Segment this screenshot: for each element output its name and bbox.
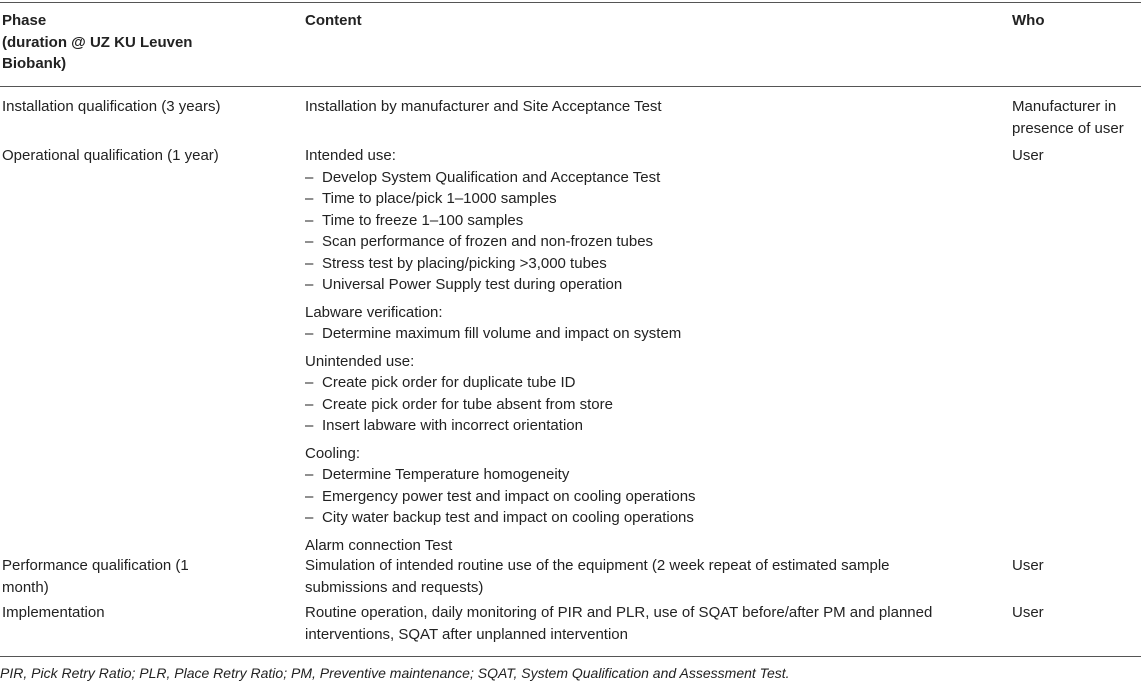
row-content: Simulation of intended routine use of the equipment (2 week repeat of estimated sample submissions and requests) [305,557,890,596]
bullet-dash: – [305,168,314,186]
bullet-dash: – [305,233,314,250]
content-group [305,351,985,437]
bullet-dash: – [305,487,314,505]
bullet-dash: – [305,417,314,434]
row-content: Installation by manufacturer and Site Acceptance Test [305,98,662,115]
content-group [305,145,985,296]
content-bullet-item [305,323,985,345]
content-bullet-item [305,167,985,189]
bullet-text: Emergency power test and impact on cooling operations [322,487,696,505]
bullet-dash: – [305,190,314,207]
table-bottom-rule [0,656,1141,657]
header-content: Content [305,12,362,29]
row-who: User [1012,604,1044,621]
bullet-text: Develop System Qualification and Acceptance Test [322,168,661,186]
bullet-text: Universal Power Supply test during operation [322,276,623,293]
content-bullet-item [305,507,985,529]
content-group-title: Cooling: [305,444,361,462]
row-phase: Installation qualification (3 years) [2,98,221,115]
bullet-text: Create pick order for duplicate tube ID [322,374,576,391]
bullet-text: Time to freeze 1–100 samples [322,211,524,229]
content-group-title: Intended use: [305,147,396,164]
content-group [305,535,985,557]
row-content-groups [305,145,985,562]
row-phase: Implementation [2,604,105,621]
header-who: Who [1012,12,1045,29]
bullet-text: Determine maximum fill volume and impact on system [322,325,682,342]
row-who: Manufacturer in presence of user [1012,98,1124,137]
bullet-text: Determine Temperature homogeneity [322,466,570,483]
content-bullet-item [305,210,985,232]
bullet-dash: – [305,509,314,526]
content-bullet-item [305,394,985,416]
header-phase [2,10,292,75]
content-group [305,302,985,345]
content-group [305,443,985,529]
bullet-text: Scan performance of frozen and non-frozen tubes [322,233,654,250]
content-group-title: Unintended use: [305,352,415,370]
content-bullet-item [305,486,985,508]
bullet-text: Time to place/pick 1–1000 samples [322,190,557,207]
row-content: Routine operation, daily monitoring of PIR and PLR, use of SQAT before/after PM and planned interventions, SQAT after unplanned intervention [305,604,933,643]
content-bullet-item [305,274,985,296]
bullet-dash: – [305,466,314,483]
bullet-text: Insert labware with incorrect orientation [322,417,583,434]
bullet-text: Stress test by placing/picking >3,000 tubes [322,254,607,272]
content-bullet-item [305,372,985,394]
row-phase: Operational qualification (1 year) [2,147,219,164]
row-who: User [1012,147,1044,164]
bullet-dash: – [305,211,314,229]
content-bullet-item [305,188,985,210]
bullet-dash: – [305,276,314,293]
content-bullet-item [305,231,985,253]
bullet-dash: – [305,325,314,342]
bullet-text: City water backup test and impact on cooling operations [322,509,694,526]
row-who: User [1012,557,1044,574]
bullet-text: Create pick order for tube absent from store [322,395,613,413]
bullet-dash: – [305,395,314,413]
content-bullet-item [305,464,985,486]
header-phase-label: Phase [2,12,47,29]
table-footnote: PIR, Pick Retry Ratio; PLR, Place Retry Ratio; PM, Preventive maintenance; SQAT, System Qualification and Assessment Test. [0,665,790,681]
bullet-dash: – [305,374,314,391]
row-phase: Performance qualification (1 month) [2,557,189,596]
bullet-dash: – [305,254,314,272]
content-group-title: Alarm connection Test [305,536,453,554]
content-group-title: Labware verification: [305,303,443,321]
header-phase-sub: (duration @ UZ KU Leuven Biobank) [2,33,193,72]
table-header-rule [0,86,1141,87]
content-bullet-item [305,415,985,437]
table-top-rule [0,2,1141,3]
content-bullet-item [305,253,985,275]
